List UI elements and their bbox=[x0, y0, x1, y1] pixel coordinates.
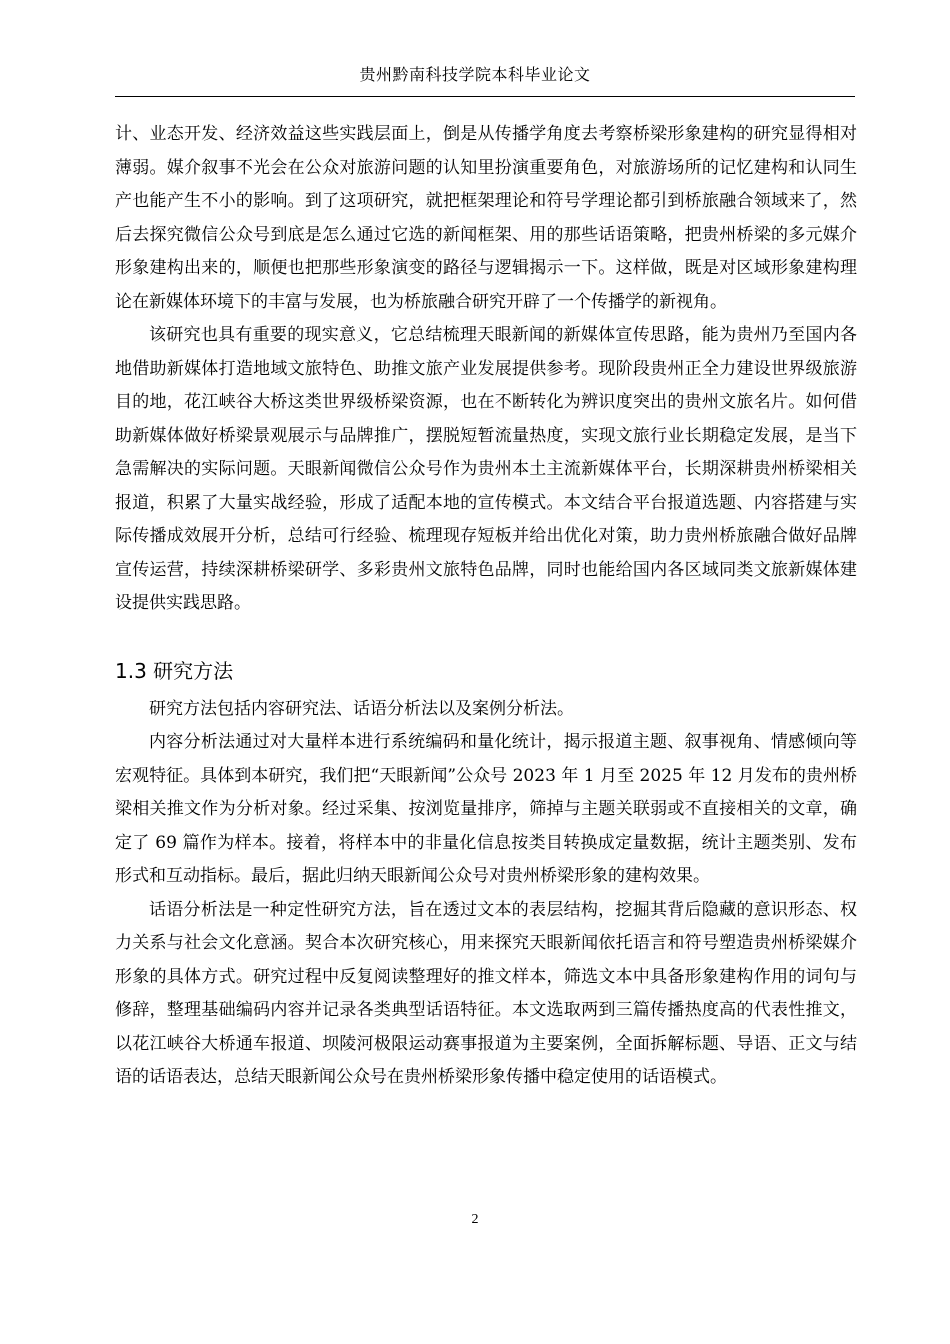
paragraph-methods-intro: 研究方法包括内容研究法、话语分析法以及案例分析法。 bbox=[149, 698, 574, 719]
paragraph-continued: 计、业态开发、经济效益这些实践层面上，倒是从传播学角度去考察桥梁形象建构的研究显得相对薄弱。媒介叙事不光会在公众对旅游问题的认知里扮演重要角色，对旅游场所的记忆建构和认同生产也能产生不小的影响。到了这项研究，就把框架理论和符号学理论都引到桥旅融合领域来了，然后去探究微信公众号到底是怎么通过它选的新闻框架、用的那些话语策略，把贵州桥梁的多元媒介形象建构出来的，顺便也把那些形象演变的路径与逻辑揭示一下。这样做，既是对区域形象建构理论在新媒体环境下的丰富与发展，也为桥旅融合研究开辟了一个传播学的新视角。 bbox=[115, 124, 857, 312]
paragraph-significance: 该研究也具有重要的现实意义，它总结梳理天眼新闻的新媒体宣传思路，能为贵州乃至国内各地借助新媒体打造地域文旅特色、助推文旅产业发展提供参考。现阶段贵州正全力建设世界级旅游目的地，花江峡谷大桥这类世界级桥梁资源，也在不断转化为辨识度突出的贵州文旅名片。如何借助新媒体做好桥梁景观展示与品牌推广，摆脱短暂流量热度，实现文旅行业长期稳定发展，是当下急需解决的实际问题。天眼新闻微信公众号作为贵州本土主流新媒体平台，长期深耕贵州桥梁相关报道，积累了大量实战经验，形成了适配本地的宣传模式。本文结合平台报道选题、内容搭建与实际传播成效展开分析，总结可行经验、梳理现存短板并给出优化对策，助力贵州桥旅融合做好品牌宣传运营，持续深耕桥梁研学、多彩贵州文旅特色品牌，同时也能给国内各区域同类文旅新媒体建设提供实践思路。 bbox=[115, 325, 857, 613]
document-body bbox=[115, 118, 857, 1095]
section-heading: 1.3 研究方法 bbox=[115, 658, 234, 683]
paragraph-discourse-analysis: 话语分析法是一种定性研究方法，旨在透过文本的表层结构，挖掘其背后隐藏的意识形态、权力关系与社会文化意涵。契合本次研究核心，用来探究天眼新闻依托语言和符号塑造贵州桥梁媒介形象的具体方式。研究过程中反复阅读整理好的推文样本，筛选文本中具备形象建构作用的词句与修辞，整理基础编码内容并记录各类典型话语特征。本文选取两到三篇传播热度高的代表性推文，以花江峡谷大桥通车报道、坝陵河极限运动赛事报道为主要案例，全面拆解标题、导语、正文与结语的话语表达，总结天眼新闻公众号在贵州桥梁形象传播中稳定使用的话语模式。 bbox=[115, 899, 857, 1087]
paragraph-content-analysis: 内容分析法通过对大量样本进行系统编码和量化统计，揭示报道主题、叙事视角、情感倾向等宏观特征。具体到本研究，我们把“天眼新闻”公众号 2023 年 1 月至 2025 年 12 月发布的贵州桥梁相关推文作为分析对象。经过采集、按浏览量排序，筛掉与主题关联弱或不直接相关的文章，确定了 69 篇作为样本。接着，将样本中的非量化信息按类目转换成定量数据，统计主题类别、发布形式和互动指标。最后，据此归纳天眼新闻公众号对贵州桥梁形象的建构效果。 bbox=[115, 732, 857, 886]
header-rule bbox=[115, 96, 855, 97]
page-number: 2 bbox=[471, 1212, 479, 1227]
page-header: 贵州黔南科技学院本科毕业论文 bbox=[359, 65, 591, 84]
